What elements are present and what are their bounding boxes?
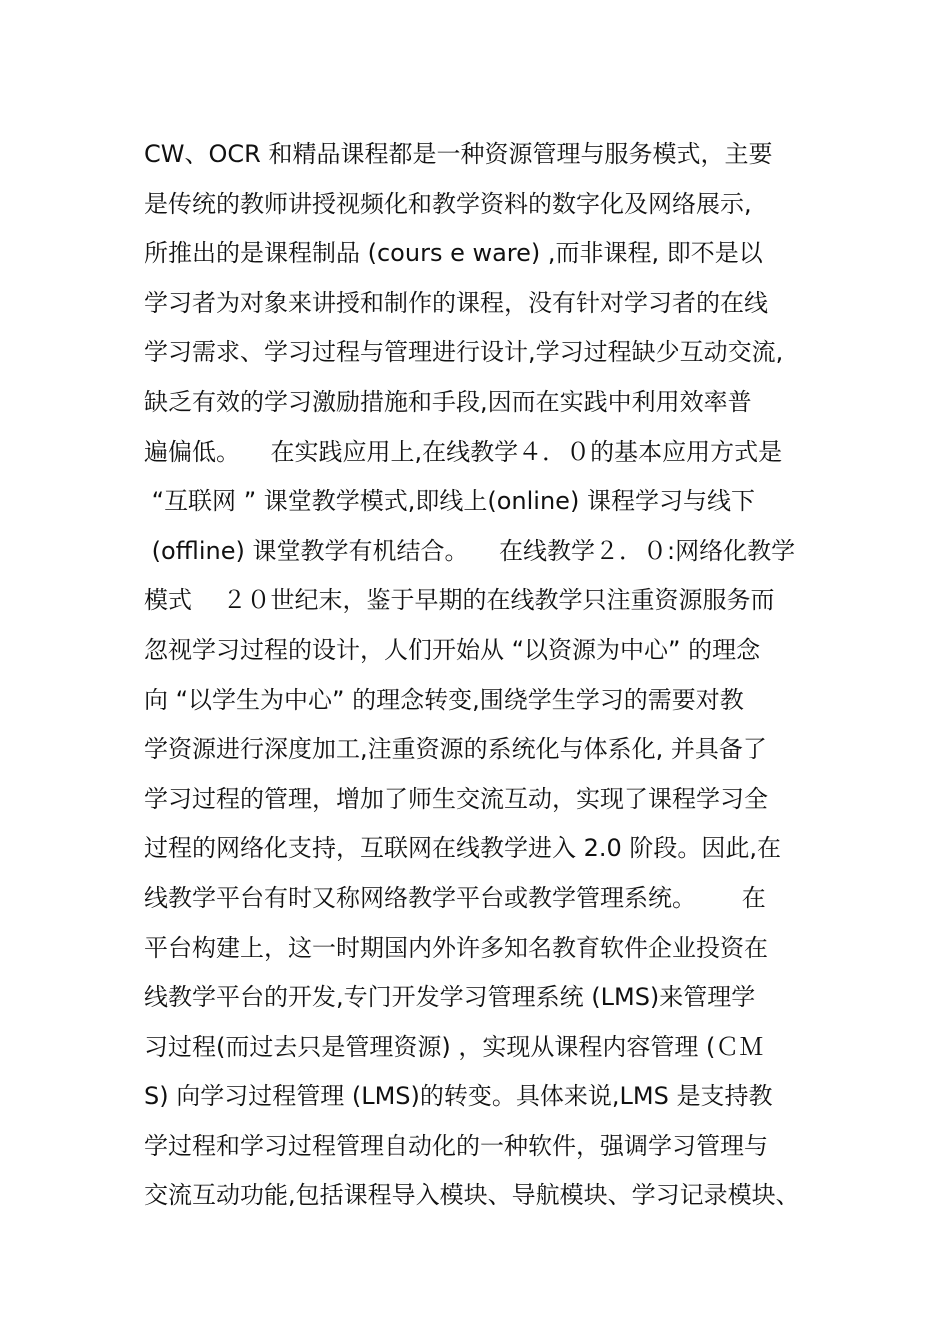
text-line: 平台构建上，这一时期国内外许多知名教育软件企业投资在 (144, 933, 768, 962)
text-line: 向 “以学生为中心” 的理念转变,围绕学生学习的需要对教 (144, 685, 744, 714)
text-line: 模式 ２０世纪末，鉴于早期的在线教学只注重资源服务而 (144, 586, 775, 615)
text-line: “互联网 ” 课堂教学模式,即线上(online) 课程学习与线下 (144, 487, 755, 516)
text-line: S) 向学习过程管理 (LMS)的转变。具体来说,LMS 是支持教 (144, 1082, 773, 1111)
text-line: 交流互动功能,包括课程导入模块、导航模块、学习记录模块、 (144, 1181, 800, 1210)
text-line: 学习过程的管理，增加了师生交流互动，实现了课程学习全 (144, 784, 768, 813)
text-line: 学习者为对象来讲授和制作的课程，没有针对学习者的在线 (144, 288, 768, 317)
text-line: 线教学平台有时又称网络教学平台或教学管理系统。 在 (144, 883, 766, 912)
text-line: 习过程(而过去只是管理资源) ，实现从课程内容管理 (ＣＭ (144, 1032, 764, 1061)
text-line: 遍偏低。 在实践应用上,在线教学４．０的基本应用方式是 (144, 437, 783, 466)
text-line: 学资源进行深度加工,注重资源的系统化与体系化, 并具备了 (144, 735, 767, 764)
text-line: 过程的网络化支持，互联网在线教学进入 2.0 阶段。因此,在 (144, 834, 782, 863)
text-line: 学习需求、学习过程与管理进行设计,学习过程缺少互动交流, (144, 338, 784, 367)
text-line: 学过程和学习过程管理自动化的一种软件，强调学习管理与 (144, 1131, 768, 1160)
text-line: (offline) 课堂教学有机结合。 在线教学２．０:网络化教学 (144, 536, 796, 565)
text-line: 所推出的是课程制品 (cours e ware) ,而非课程, 即不是以 (144, 239, 763, 268)
text-line: 缺乏有效的学习激励措施和手段,因而在实践中利用效率普 (144, 387, 752, 416)
text-line: CW、OCR 和精品课程都是一种资源管理与服务模式，主要 (144, 140, 773, 168)
text-line: 忽视学习过程的设计，人们开始从 “以资源为中心” 的理念 (144, 635, 761, 664)
body-text (144, 130, 844, 1221)
text-line: 是传统的教师讲授视频化和教学资料的数字化及网络展示, (144, 189, 752, 218)
text-line: 线教学平台的开发,专门开发学习管理系统 (LMS)来管理学 (144, 983, 756, 1012)
